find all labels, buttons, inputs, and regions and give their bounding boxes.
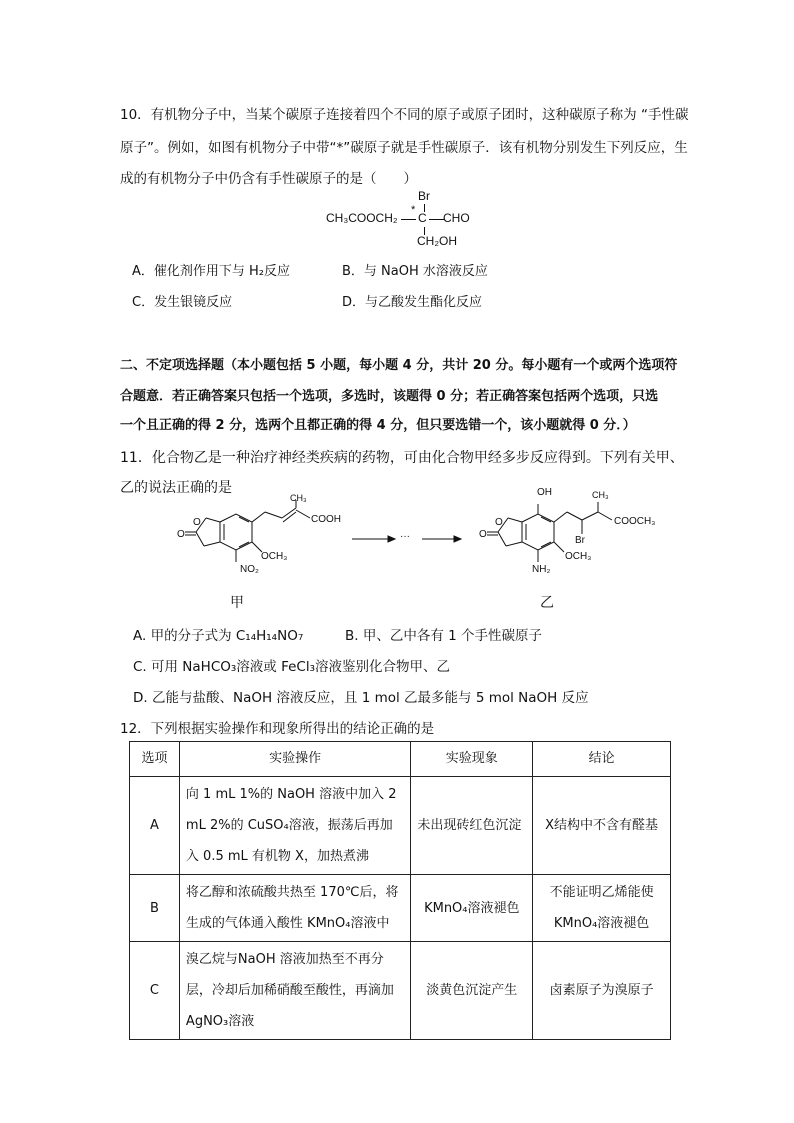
label-jia: 甲 xyxy=(230,595,244,611)
row-b-option: B xyxy=(130,875,180,942)
q10-option-a: A．催化剂作用下与 H₂反应 xyxy=(132,264,291,279)
header-phenomenon: 实验现象 xyxy=(411,742,533,777)
row-a-phenomenon: 未出现砖红色沉淀 xyxy=(411,777,533,875)
structure-right: CHO xyxy=(443,211,470,225)
jia-och3: OCH₃ xyxy=(261,551,288,562)
row-a-conclusion: X结构中不含有醛基 xyxy=(533,777,671,875)
header-operation: 实验操作 xyxy=(179,742,410,777)
row-c-option: C xyxy=(130,942,180,1040)
row-b-operation: 将乙醇和浓硫酸共热至 170℃后，将生成的气体通入酸性 KMnO₄溶液中 xyxy=(179,875,410,942)
q10-line3: 成的有机物分子中仍含有手性碳原子的是（ ） xyxy=(120,171,417,187)
q10-line1: 10．有机物分子中，当某个碳原子连接着四个不同的原子或原子团时，这种碳原子称为 “手性碳 xyxy=(120,107,689,123)
q12-table xyxy=(129,741,671,1040)
header-conclusion: 结论 xyxy=(533,742,671,777)
yi-ch3: CH₃ xyxy=(592,490,609,500)
table-row xyxy=(130,777,671,875)
table-header-row xyxy=(130,742,671,777)
yi-nh2: NH₂ xyxy=(532,564,551,575)
jia-ring-o: O xyxy=(193,517,201,528)
q11-option-d: D. 乙能与盐酸、NaOH 溶液反应，且 1 mol 乙最多能与 5 mol NaOH 反应 xyxy=(133,690,589,706)
jia-cooh: COOH xyxy=(311,514,341,525)
jia-no2: NO₂ xyxy=(240,564,259,575)
yi-oh: OH xyxy=(537,487,552,498)
header-option: 选项 xyxy=(130,742,180,777)
q10-option-c: C．发生银镜反应 xyxy=(132,295,233,310)
yi-och3: OCH₃ xyxy=(565,551,592,562)
jia-ch3: CH₃ xyxy=(290,493,307,503)
q11-option-a: A. 甲的分子式为 C₁₄H₁₄NO₇ xyxy=(133,628,304,644)
row-a-operation: 向 1 mL 1%的 NaOH 溶液中加入 2 mL 2%的 CuSO₄溶液，振荡后再加入 0.5 mL 有机物 X，加热煮沸 xyxy=(179,777,410,875)
structure-bottom: CH₂OH xyxy=(417,234,457,248)
q11-option-c: C. 可用 NaHCO₃溶液或 FeCl₃溶液鉴别化合物甲、乙 xyxy=(133,659,450,675)
yi-ring-o: O xyxy=(495,517,503,528)
structure-jia xyxy=(170,500,350,585)
row-a-option: A xyxy=(130,777,180,875)
row-c-phenomenon: 淡黄色沉淀产生 xyxy=(411,942,533,1040)
q11-line2: 乙的说法正确的是 xyxy=(120,480,232,496)
row-c-conclusion: 卤素原子为溴原子 xyxy=(533,942,671,1040)
section2-line3: 一个且正确的得 2 分，选两个且都正确的得 4 分，但只要选错一个，该小题就得 0 分．） xyxy=(120,418,636,433)
row-b-phenomenon: KMnO₄溶液褪色 xyxy=(411,875,533,942)
section2-line2: 合题意．若正确答案只包括一个选项，多选时，该题得 0 分；若正确答案包括两个选项，只选 xyxy=(120,389,659,404)
row-c-operation: 溴乙烷与NaOH 溶液加热至不再分层，冷却后加稀硝酸至酸性，再滴加 AgNO₃溶液 xyxy=(179,942,410,1040)
yi-br: Br xyxy=(575,535,585,546)
q11-line1: 11．化合物乙是一种治疗神经类疾病的药物，可由化合物甲经多步反应得到。下列有关甲、 xyxy=(120,450,684,466)
table-row xyxy=(130,942,671,1040)
structure-yi xyxy=(470,500,660,585)
row-b-conclusion: 不能证明乙烯能使 KMnO₄溶液褪色 xyxy=(533,875,671,942)
structure-star: * xyxy=(411,204,416,216)
label-yi: 乙 xyxy=(540,595,554,611)
section2-line1: 二、不定项选择题（本小题包括 5 小题，每小题 4 分，共计 20 分。每小题有一个或两个选项符 xyxy=(120,358,678,373)
structure-left: CH₃COOCH₂ xyxy=(326,211,398,225)
q10-line2: 原子”。例如，如图有机物分子中带“*”碳原子就是手性碳原子．该有机物分别发生下列反应，生 xyxy=(120,140,688,156)
q10-option-d: D．与乙酸发生酯化反应 xyxy=(342,295,483,310)
table-row xyxy=(130,875,671,942)
q11-option-b: B. 甲、乙中各有 1 个手性碳原子 xyxy=(345,628,543,644)
structure-br: Br xyxy=(418,189,430,203)
yi-cooch3: COOCH₃ xyxy=(614,516,656,527)
arrow-dots: ··· xyxy=(400,531,410,542)
q10-option-b: B．与 NaOH 水溶液反应 xyxy=(342,264,488,279)
q12-title: 12．下列根据实验操作和现象所得出的结论正确的是 xyxy=(120,721,435,737)
